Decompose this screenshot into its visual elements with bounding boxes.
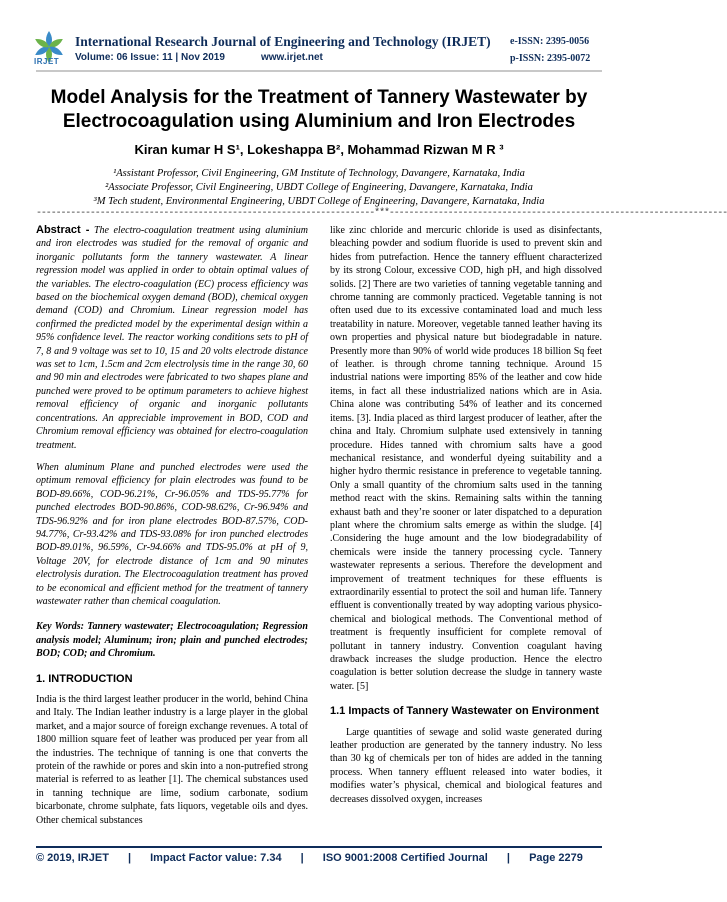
footer-separator: | — [127, 852, 132, 864]
abstract-heading: Abstract - — [36, 224, 90, 236]
footer-rule — [36, 846, 602, 848]
page-header — [0, 0, 638, 70]
intro-paragraph-left: India is the third largest leather producer in the world, behind China and Italy. The Indian leather industry is a large player in the global market, and a major source of foreign exchange revenues. A total of 1800 million square feet of leather was produced per year from all the industries. The technique of tanning is one that converts the protein of the rawhide or pores and skin into a non-putrefied strong material is referred to as leather [1]. The chemical substances used in tanning technique are lime, sodium carbonate, sodium bicarbonate, chrome sulphate, fats liquors, vegetable oils and dyes. Other chemical substances — [36, 694, 308, 826]
footer-impact-factor: Impact Factor value: 7.34 — [150, 852, 282, 864]
keywords — [36, 620, 308, 660]
footer-separator: | — [506, 852, 510, 864]
header-rule — [36, 70, 602, 72]
e-issn: e-ISSN: 2395-0056 — [510, 36, 590, 47]
page-footer — [36, 852, 602, 864]
intro-paragraph-right: like zinc chloride and mercuric chloride is used as disinfectants, bleaching powder and sodium fluoride is used to prevent skin and hides from putrefaction. Hence the tannery effluent characterized by its strong Colour, excessive COD, high pH, and high dissolved solids. [2] There are two varieties of tanning vegetable tanning and chrome tanning are commonly practiced. Vegetable tanning is not often used due to its excessive contaminated load and much less treatability in nature. Moreover, vegetable tanned leather having its own properties and physical nature but biodegradable in nature. Presently more than 90% of world wide produces 18 billion Sq feet of leather. is through chrome tanning technique. Around 15 industrial nations were importing 85% of the leather and cow hide items, in fact all these industrialized nations which are in Asia. China alone was contributing 54% of leather and its concerned items. [3]. India placed as third largest producer of leather, after the china and Italy. Chromium sulphate used extensively in tanning procedure. Hides tanned with chromium salts have a good mechanical resistance, and wonderful dyeing suitability and a higher hydro thermic resistance in preference to vegetable tanning. Only a small quantity of the chromium salts used in the tanning method react with the skins. Remaining salts within the tanning exhaust bath and they’re sooner or later dispatched to a depuration plant where the chromium salts emerge as within the sludge. [4] .Considering the huge amount and the low biodegradability of chemicals were inside the tannery processing cycle. Tannery wastewater represents a serious. Therefore the development and improvement of treatment techniques for these effluents is extraordinarily essential to protect the soil and human life. Tannery effluent is conventionally treated by way adopting various physico-chemical and biological methods. The Conventional method of treatment is frequently insufficient for complete removal of pollutant in tannery industry. Convention coagulant having drawback increases the sludge production. Hence the electro coagulation is better solution decrease the sludge in tannery waste water. [5] — [330, 225, 602, 692]
affiliation-3: ³M Tech student, Environmental Engineering, UBDT College of Engineering, Davangere, Karnataka, India — [93, 196, 545, 207]
affiliation-2: ²Associate Professor, Civil Engineering, UBDT College of Engineering, Davangere, Karnataka, India — [105, 182, 533, 193]
paper-authors: Kiran kumar H S¹, Lokeshappa B², Mohammad Rizwan M R ³ — [134, 142, 504, 157]
abstract-paragraph-1 — [36, 224, 308, 452]
affiliation-1: ¹Assistant Professor, Civil Engineering, GM Institute of Technology, Davangere, Karnataka, India — [113, 168, 525, 179]
volume-line — [75, 52, 323, 63]
p-issn: p-ISSN: 2395-0072 — [510, 53, 591, 64]
footer-copyright: © 2019, IRJET — [36, 852, 109, 864]
right-column — [330, 224, 602, 806]
left-column — [36, 224, 308, 827]
impacts-paragraph: Large quantities of sewage and solid waste generated during leather production are generated by the tannery industry. No less than 30 kg of chemicals per ton of hides are added in the tanning process. When tannery effluent released into water bodies, it modifies water’s physical, chemical and biological features and decreases dissolved oxygen, increases — [330, 726, 602, 805]
footer-page-number: Page 2279 — [529, 852, 583, 864]
paper-title: Model Analysis for the Treatment of Tannery Wastewater by Electrocoagulation using Aluminium and Iron Electrodes — [50, 87, 588, 132]
footer-iso: ISO 9001:2008 Certified Journal — [322, 852, 488, 864]
impacts-heading: 1.1 Impacts of Tannery Wastewater on Environment — [330, 705, 599, 718]
section-divider: ---------------------------------------------------------------------***--------------------------------------------------------------------- — [36, 208, 727, 219]
keywords-label: Key Words: — [36, 621, 84, 633]
abstract-paragraph-2: When aluminum Plane and punched electrodes were used the optimum removal efficiency for plain electrodes was found to be BOD-89.66%, COD-96.21%, Cr-96.05% and TDS-95.77% for punched electrodes BOD-90.86%, COD-98.62%, Cr-96.94% and TDS-96.92% and for iron plane electrodes BOD-87.57%, COD-94.77%, Cr-93.42% and TDS-93.08% for iron punched electrodes BOD-89.01%, 96.59%, Cr-94.66% and TDS-95.0% at pH of 9, Voltage 20V, for electrode distance of 1cm and 90 minutes electrolysis duration. The Electrocoagulation treatment has proved to be economical and efficient method for the treatment of tannery wastewater rather than chemical coagulation. — [36, 461, 308, 607]
footer-separator: | — [300, 852, 304, 864]
website-link[interactable]: www.irjet.net — [261, 52, 323, 63]
journal-name: International Research Journal of Engineering and Technology (IRJET) — [75, 34, 491, 49]
abstract-text-1: The electro-coagulation treatment using aluminium and iron electrodes was studied for the removal of organic and inorganic pollutants form the tannery wastewater. A linear regression model was applied in order to obtain optimal values of the variables. The electro-coagulation (EC) process efficiency was based on the biochemical oxygen demand (BOD), chemical oxygen demand (COD) and Chromium. Linear regression model has confirmed the predicted model by the experimental design within a 95% confidence level. The reactor working conditions sets to pH of 7, 8 and 9 voltage was set to 10, 15 and 20 volts electrode distance was set to 1cm, 1.5cm and 2cm electrolysis time in the range 30, 60 and 90 min and electrodes were fabricated to two shapes plane and punched were proved to be optimum parameters to achieve highest removal efficiency of organic and inorganic pollutants concentrations. An appreciable improvement in BOD, COD and Chromium removal efficiency was obtained for electro-coagulation treatment. — [36, 225, 309, 451]
volume-info: Volume: 06 Issue: 11 | Nov 2019 — [75, 52, 225, 63]
logo-text: IRJET — [34, 57, 60, 66]
keywords-text: Tannery wastewater; Electrocoagulation; Regression analysis model; Aluminum; iron; plain and punched electrodes; BOD; COD; and Chromium. — [36, 621, 308, 660]
intro-heading: 1. INTRODUCTION — [36, 672, 133, 685]
